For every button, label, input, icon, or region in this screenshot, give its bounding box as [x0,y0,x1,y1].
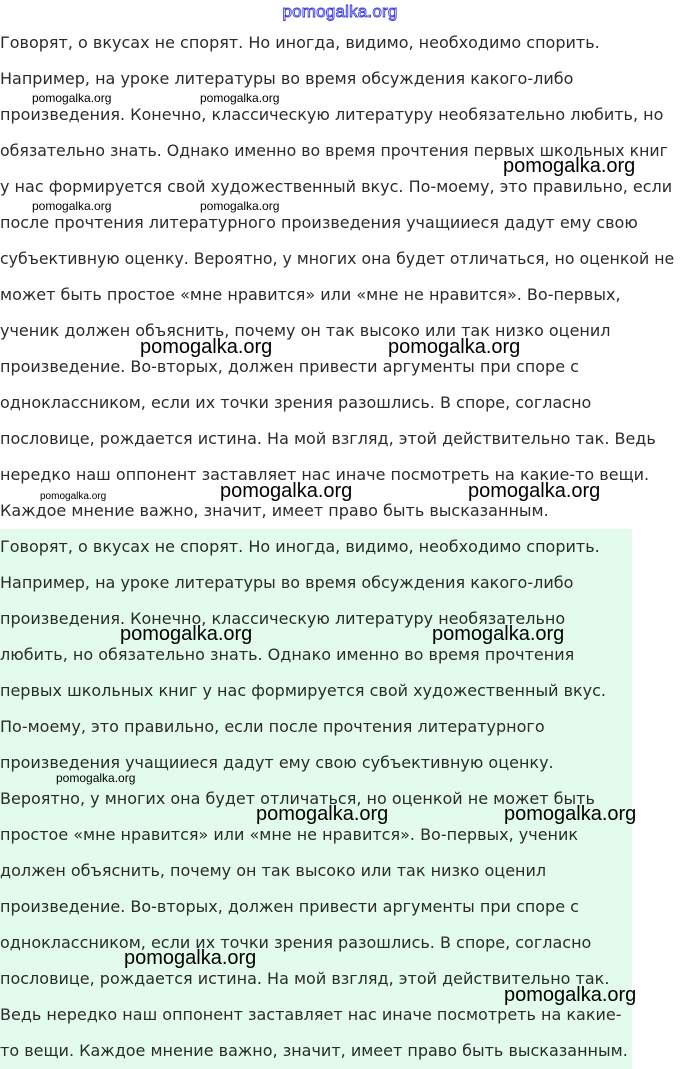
essay-line: произведение. Во-вторых, должен привести аргументы при споре с [0,897,579,916]
essay-line: то вещи. Каждое мнение важно, значит, имеет право быть высказанным. [0,1041,628,1060]
essay-line: субъективную оценку. Вероятно, у многих она будет отличаться, но оценкой не [0,249,675,268]
essay-line: Говорят, о вкусах не спорят. Но иногда, видимо, необходимо спорить. [0,33,600,52]
site-header-logo: pomogalka.org [282,2,398,21]
watermark: pomogalka.org [220,480,353,502]
essay-line: Например, на уроке литературы во время обсуждения какого-либо [0,69,574,88]
watermark: pomogalka.org [32,199,112,213]
essay-line: пословице, рождается истина. На мой взгляд, этой действительно так. Ведь [0,429,656,448]
watermark: pomogalka.org [120,623,253,645]
watermark: pomogalka.org [32,91,112,105]
watermark: pomogalka.org [40,491,107,502]
essay-line: Ведь нередко наш оппонент заставляет нас иначе посмотреть на какие- [0,1005,622,1024]
essay-line: произведения. Конечно, классическую литературу необязательно [0,609,566,628]
watermark: pomogalka.org [200,199,280,213]
essay-line: может быть простое «мне нравится» или «мне не нравится». Во-первых, [0,285,621,304]
essay-line: у нас формируется свой художественный вкус. По-моему, это правильно, если [0,177,673,196]
essay-line: Например, на уроке литературы во время обсуждения какого-либо [0,573,574,592]
essay-line: после прочтения литературного произведения учащииеся дадут ему свою [0,213,638,232]
watermark: pomogalka.org [388,336,521,358]
essay-line: одноклассником, если их точки зрения разошлись. В споре, согласно [0,393,592,412]
essay-line: Вероятно, у многих она будет отличаться, но оценкой не может быть [0,789,595,808]
essay-line: первых школьных книг у нас формируется свой художественный вкус. [0,681,607,700]
essay-line: произведения. Конечно, классическую литературу необязательно любить, но [0,105,664,124]
essay-line: обязательно знать. Однако именно во время прочтения первых школьных книг [0,141,668,160]
essay-line: произведения учащииеся дадут ему свою субъективную оценку. [0,753,554,772]
essay-line: нередко наш оппонент заставляет нас иначе посмотреть на какие-то вещи. [0,465,650,484]
watermark: pomogalka.org [432,623,565,645]
essay-line: одноклассником, если их точки зрения разошлись. В споре, согласно [0,933,592,952]
watermark: pomogalka.org [56,771,136,785]
watermark: pomogalka.org [200,91,280,105]
watermark: pomogalka.org [504,803,637,825]
essay-line: любить, но обязательно знать. Однако именно во время прочтения [0,645,575,664]
watermark: pomogalka.org [140,336,273,358]
watermark: pomogalka.org [468,480,601,502]
essay-line: пословице, рождается истина. На мой взгляд, этой действительно так. [0,969,610,988]
essay-line: ученик должен объяснить, почему он так высоко или так низко оценил [0,321,611,340]
essay-line: По-моему, это правильно, если после прочтения литературного [0,717,545,736]
essay-block-2 [0,529,632,1069]
essay-line: простое «мне нравится» или «мне не нравится». Во-первых, ученик [0,825,579,844]
essay-line: Каждое мнение важно, значит, имеет право быть высказанным. [0,501,549,520]
watermark: pomogalka.org [503,155,636,177]
essay-line: Говорят, о вкусах не спорят. Но иногда, видимо, необходимо спорить. [0,537,600,556]
watermark: pomogalka.org [124,947,257,969]
essay-line: произведение. Во-вторых, должен привести аргументы при споре с [0,357,579,376]
watermark: pomogalka.org [504,984,637,1006]
watermark: pomogalka.org [256,803,389,825]
essay-block-1 [0,25,680,529]
essay-line: должен объяснить, почему он так высоко или так низко оценил [0,861,547,880]
